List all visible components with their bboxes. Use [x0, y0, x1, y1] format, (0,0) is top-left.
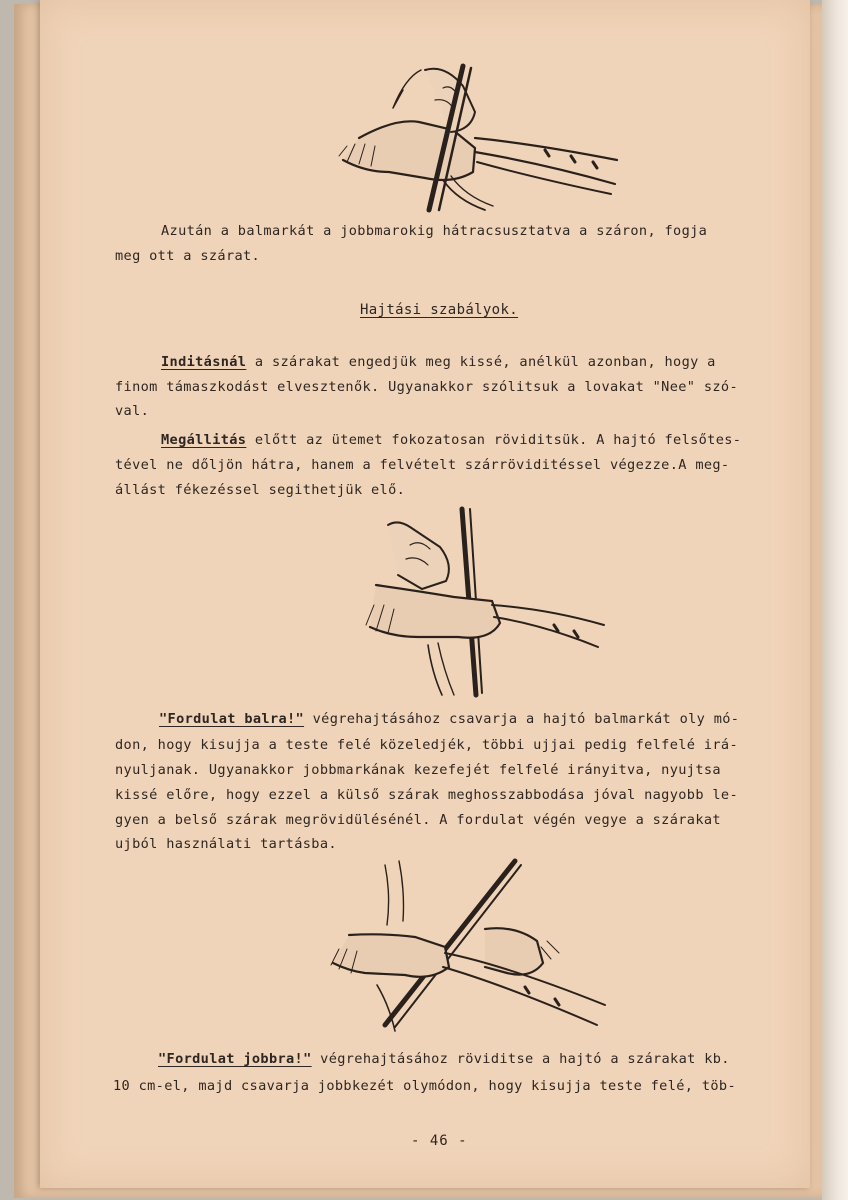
- paragraph-5-lead: "Fordulat jobbra!": [158, 1051, 312, 1067]
- paragraph-3-line-2: tével ne dőljön hátra, hanem a felvételt szárröviditéssel végezze.A meg-: [115, 457, 730, 473]
- paragraph-1-line-1: Azután a balmarkát a jobbmarokig hátracsusztatva a száron, fogja: [161, 223, 708, 239]
- illustration-holding-reins-2: [358, 505, 608, 700]
- paragraph-2-lead: Inditásnál: [161, 354, 247, 370]
- paragraph-4-line-3: nyuljanak. Ugyanakkor jobbmarkának kezefejét felfelé irányitva, nyujtsa: [115, 762, 721, 778]
- paragraph-5-line-1-rest: végrehajtásához röviditse a hajtó a szárakat kb.: [311, 1051, 730, 1067]
- paragraph-4-lead: "Fordulat balra!": [159, 711, 305, 727]
- page-number: - 46 -: [411, 1133, 468, 1149]
- paragraph-4-line-2: don, hogy kisujja a teste felé közeledjék, többi ujjai pedig felfelé irá-: [115, 737, 738, 753]
- illustration-holding-reins-3: [325, 855, 615, 1035]
- section-heading: Hajtási szabályok.: [360, 302, 519, 318]
- paragraph-3-line-1-rest: előtt az ütemet fokozatosan röviditsük. A hajtó felsőtes-: [246, 432, 742, 448]
- paragraph-2-line-2: finom támaszkodást elvesztenők. Ugyanakkor szólitsuk a lovakat "Nee" szó-: [115, 379, 738, 395]
- paragraph-3-line-3: állást fékezéssel segithetjük elő.: [115, 482, 406, 498]
- illustration-holding-reins-1: [325, 60, 625, 220]
- paragraph-5-line-1: [158, 1047, 730, 1072]
- paragraph-5-line-2: 10 cm-el, majd csavarja jobbkezét olymódon, hogy kisujja teste felé, töb-: [113, 1078, 736, 1094]
- paragraph-4-line-1-rest: végrehajtásához csavarja a hajtó balmarkát oly mó-: [304, 711, 740, 727]
- paragraph-4-line-1: [159, 707, 739, 732]
- paragraph-4-line-6: ujból használati tartásba.: [115, 836, 337, 852]
- paragraph-4-line-4: kissé előre, hogy ezzel a külső szárak meghosszabbodása jóval nagyobb le-: [115, 787, 738, 803]
- paragraph-2-line-1: [161, 350, 716, 375]
- paragraph-1-line-2: meg ott a szárat.: [115, 248, 261, 264]
- paragraph-2-line-1-rest: a szárakat engedjük meg kissé, anélkül azonban, hogy a: [246, 354, 716, 370]
- paragraph-3-line-1: [161, 428, 741, 453]
- paragraph-2-line-3: val.: [115, 403, 150, 419]
- paragraph-4-line-5: gyen a belső szárak megrövidülésénél. A fordulat végén vegye a szárakat: [115, 812, 721, 828]
- paragraph-3-lead: Megállitás: [161, 432, 247, 448]
- binding-edge: [822, 0, 848, 1200]
